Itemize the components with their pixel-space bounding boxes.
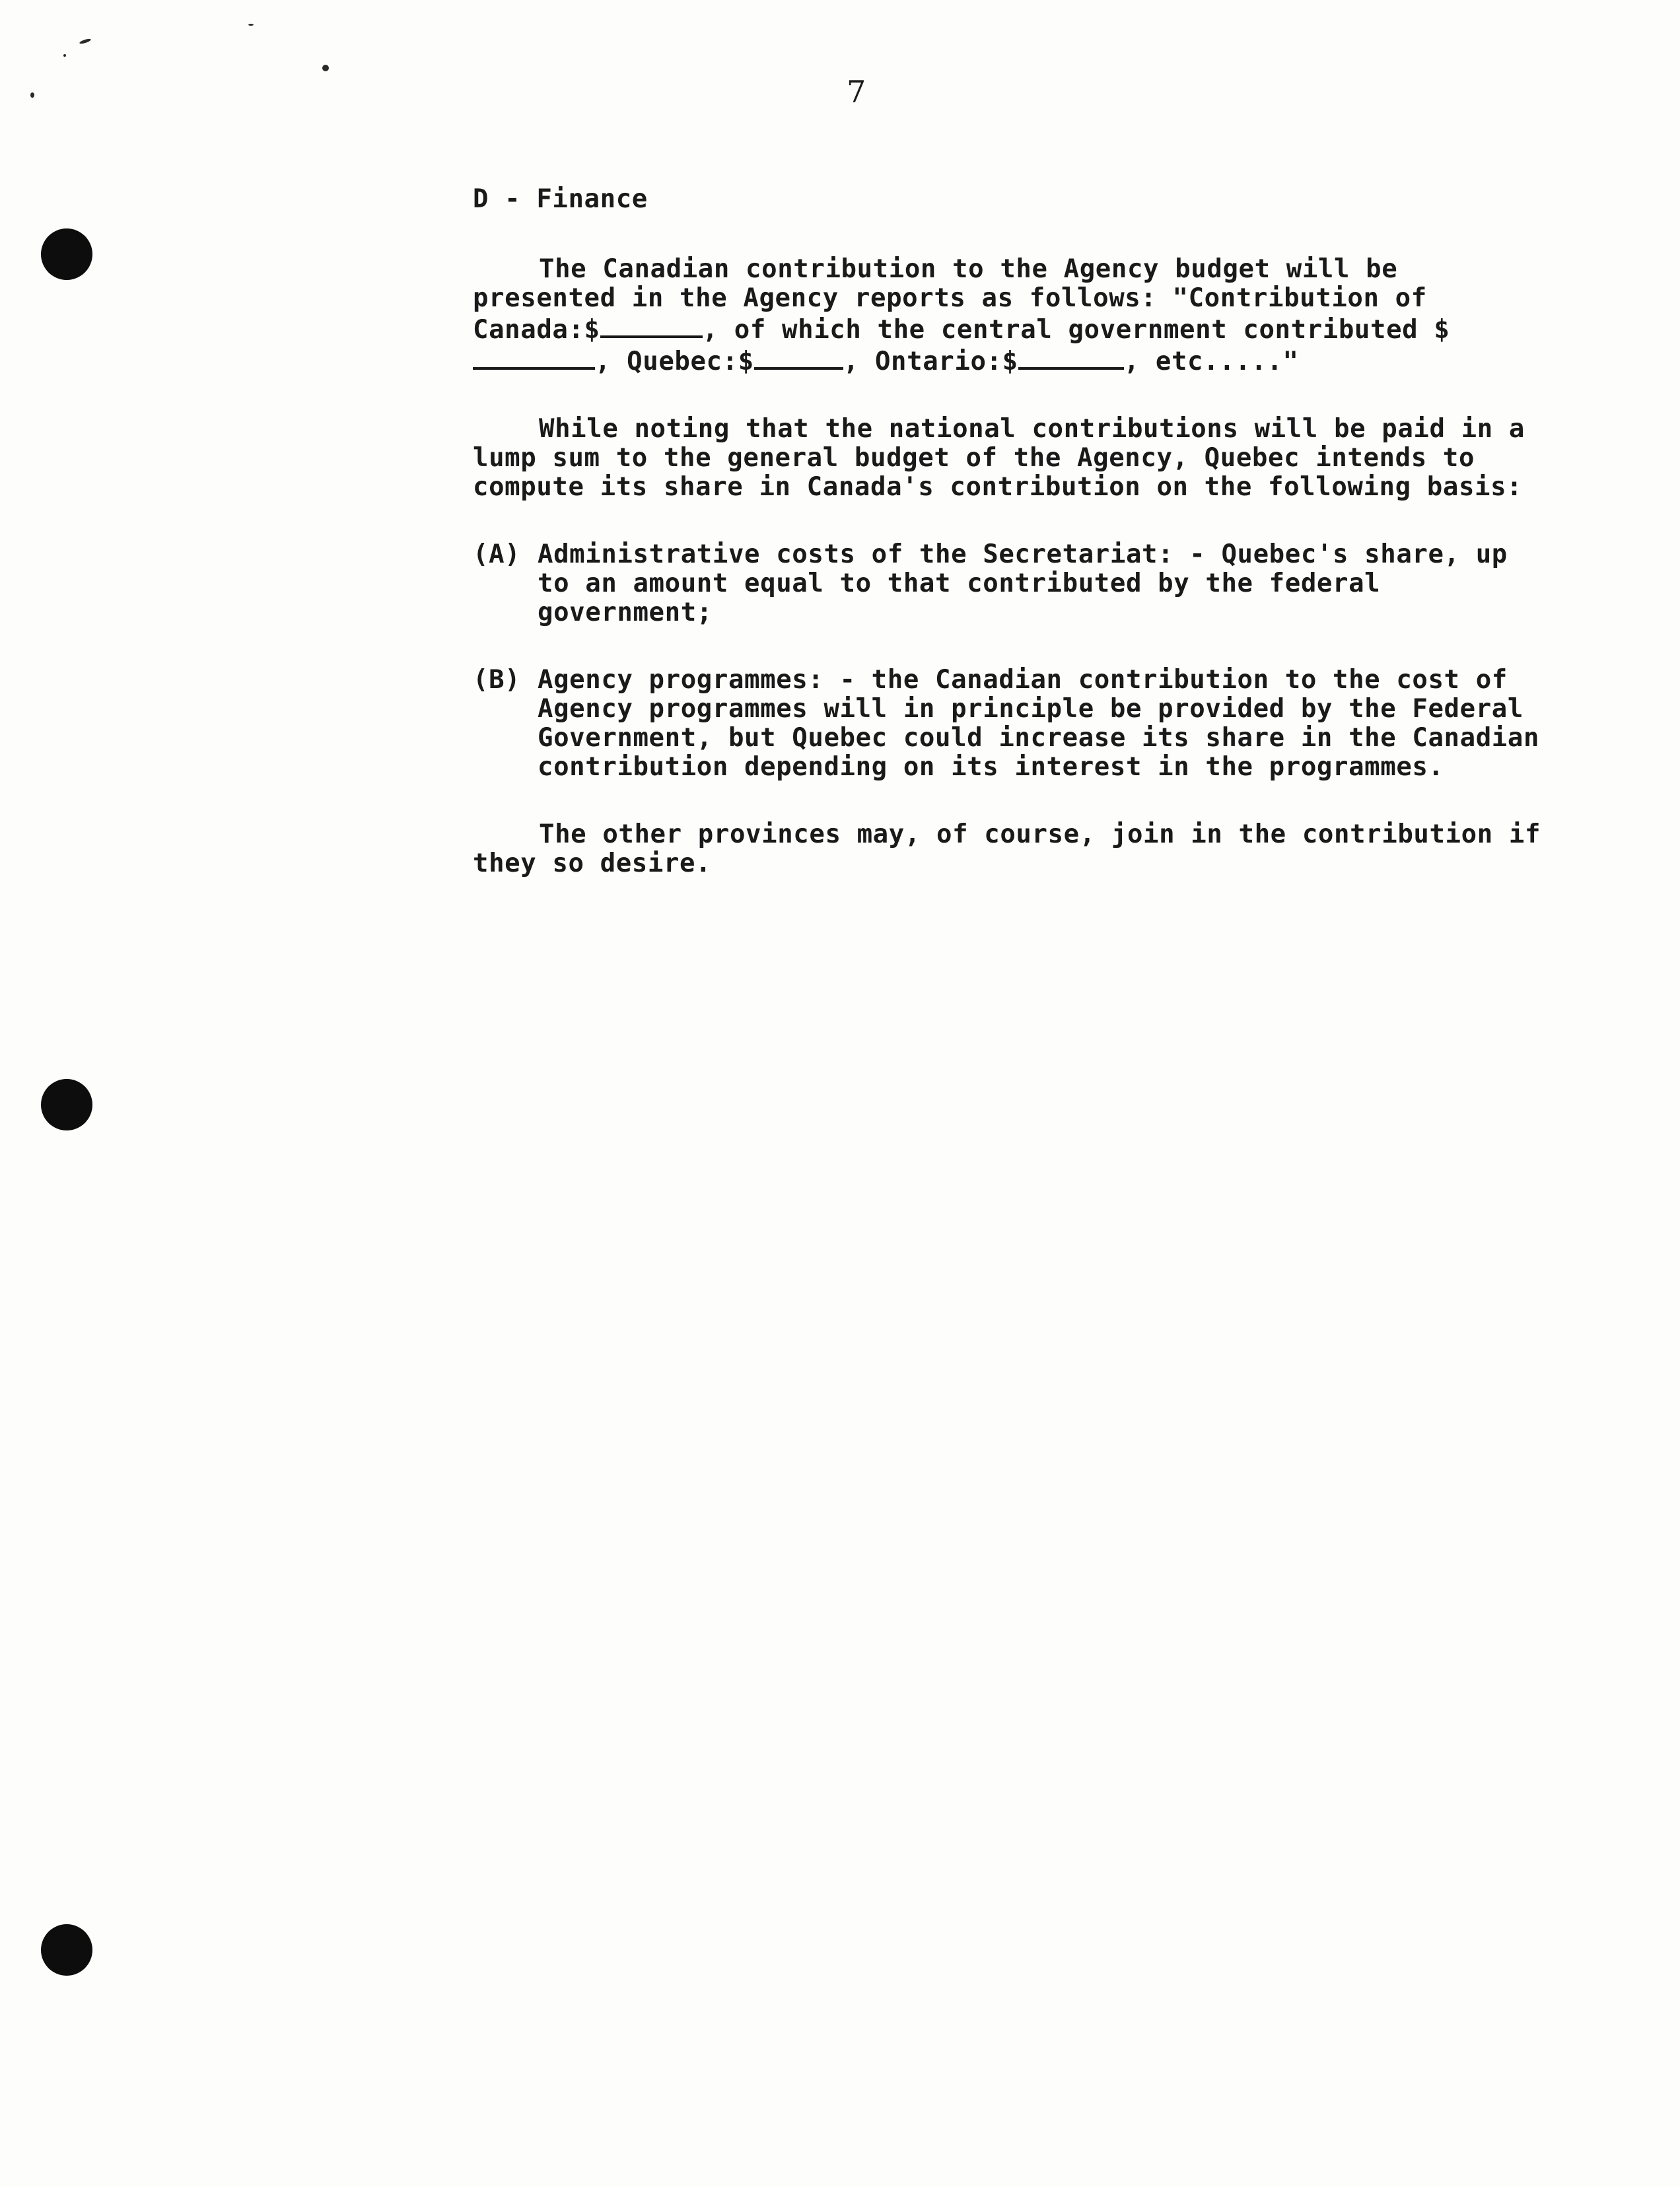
blank-line-central-government	[473, 345, 595, 370]
list-item	[473, 540, 1543, 627]
punch-hole	[41, 1079, 92, 1130]
list-item-text: Administrative costs of the Secretariat: - Quebec's share, up to an amount equal to that contributed by the federal government;	[538, 539, 1508, 627]
blank-line-ontario	[1018, 345, 1124, 370]
list-item-marker: (A)	[473, 539, 521, 569]
paragraph-share-basis: While noting that the national contributions will be paid in a lump sum to the general budget of the Agency, Quebec intends to compute its share in Canada's contribution on the following basis:	[473, 414, 1525, 502]
paragraph-text: , Quebec:$	[595, 347, 754, 376]
scan-speck	[248, 24, 254, 26]
paragraph-contribution-format	[473, 255, 1543, 376]
scan-speck	[63, 54, 66, 57]
section-heading: D - Finance	[473, 184, 648, 214]
paragraph-text: , Ontario:$	[843, 347, 1018, 376]
page-number: 7	[847, 74, 866, 110]
paragraph-text: The Canadian contribution to the Agency budget will be presented in the Agency reports as follows: "Contribution of Canada:$	[473, 254, 1427, 345]
paragraph-other-provinces: The other provinces may, of course, join in the contribution if they so desire.	[473, 819, 1541, 878]
blank-line-canada	[600, 313, 703, 338]
scan-speck	[79, 38, 92, 44]
list-item-marker: (B)	[473, 665, 521, 695]
list-item	[473, 666, 1543, 782]
punch-hole	[41, 228, 92, 280]
blank-line-quebec	[754, 345, 843, 370]
punch-hole	[41, 1924, 92, 1976]
scan-speck	[30, 92, 34, 98]
paragraph-text: , etc....."	[1123, 347, 1299, 376]
document-body	[473, 185, 1543, 917]
paragraph-text: , of which the central government contributed $	[702, 315, 1450, 345]
list-item-text: Agency programmes: - the Canadian contribution to the cost of Agency programmes will in principle be provided by the Federal Government, but Quebec could increase its share in the Canadian contribution depending on its interest in the programmes.	[538, 665, 1540, 782]
scan-speck	[322, 65, 329, 71]
